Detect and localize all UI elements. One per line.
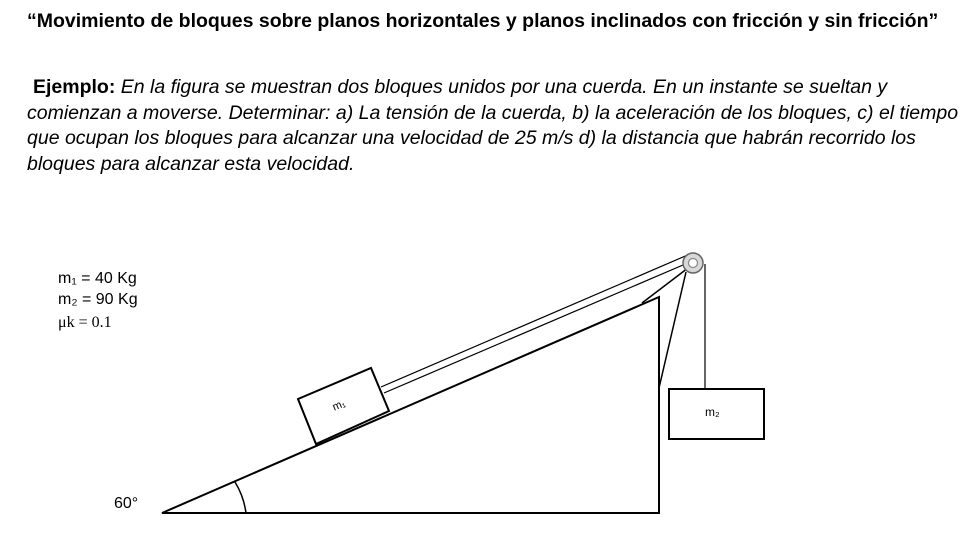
inclined-plane (162, 297, 659, 513)
rope-incline (381, 254, 690, 387)
angle-label: 60° (114, 495, 139, 512)
example-text: En la figura se muestran dos bloques unidos por una cuerda. En un instante se sueltan y comienzan a moverse. Determinar: a) La tensión de la cuerda, b) la aceleración de los bloques, c) el tiempo que ocupan los bloques para alcanzar una velocidad de 25 m/s d) la distancia que habrán recorrido los bloques para alcanzar esta velocidad. (27, 76, 959, 175)
given-mu: μk = 0.1 (58, 314, 112, 331)
pulley-axle (689, 259, 698, 268)
rope-incline-lower (384, 262, 690, 393)
block-m1-label: m₁ (330, 397, 348, 414)
given-m2: m₂ = 90 Kg (58, 291, 138, 308)
pulley-strut-right (659, 272, 686, 388)
example-label: Ejemplo: (33, 76, 116, 98)
given-m1: m₁ = 40 Kg (58, 270, 137, 287)
block-m2-label: m₂ (705, 405, 720, 419)
document-title: “Movimiento de bloques sobre planos horizontales y planos inclinados con fricción y sin fricción” (27, 10, 939, 32)
angle-arc (235, 482, 246, 513)
